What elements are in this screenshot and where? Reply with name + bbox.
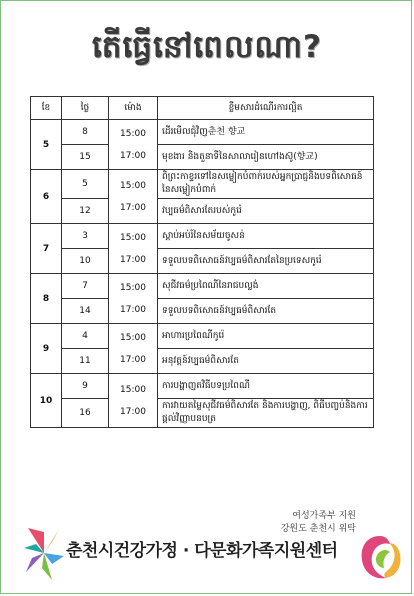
table-row: [31, 324, 374, 349]
day-cell: 12: [62, 199, 109, 224]
day-cell: 15: [62, 145, 109, 170]
month-cell: 10: [31, 374, 62, 428]
time-end: 17:00: [120, 254, 146, 265]
activity-cell: ការបង្ហាញតវិធីបទប្រពៃណី: [158, 374, 374, 399]
time-end: 17:00: [120, 150, 146, 161]
day-cell: 3: [62, 224, 109, 249]
table-row: [31, 249, 374, 274]
time-start: 15:00: [120, 282, 146, 293]
month-cell: 8: [31, 274, 62, 324]
table-row: [31, 120, 374, 145]
activity-cell: មុខងារ និងតួនាទីនៃសាលារៀនហៅងស៊ូ(향교): [158, 145, 374, 170]
table-row: [31, 170, 374, 199]
time-start: 15:00: [120, 232, 146, 243]
time-cell: [109, 324, 158, 374]
time-cell: [109, 120, 158, 170]
time-start: 15:00: [120, 180, 146, 191]
table-row: [31, 299, 374, 324]
time-cell: [109, 170, 158, 224]
header-month: ខែ: [31, 97, 62, 120]
day-cell: 7: [62, 274, 109, 299]
time-end: 17:00: [120, 354, 146, 365]
activity-cell: វប្បធម៌ពិសារតែរបស់កូរ៉េ: [158, 199, 374, 224]
day-cell: 5: [62, 170, 109, 199]
day-cell: 14: [62, 299, 109, 324]
table-row: [31, 349, 374, 374]
time-start: 15:00: [120, 128, 146, 139]
header-activity: ខ្លឹមសារដំណើរការល្អិត: [158, 97, 374, 120]
time-cell: [109, 374, 158, 428]
sponsor-line-2: 강원도 춘천시 위탁: [280, 524, 356, 534]
page-title: តើធ្វើនៅពេលណា?: [91, 29, 323, 65]
table-row: [31, 399, 374, 428]
schedule-table: [30, 96, 374, 428]
activity-cell: ទទួលបទពិសោធន៍វប្បធម៌ពិសារតែ: [158, 299, 374, 324]
table-header-row: [31, 97, 374, 120]
table-row: [31, 199, 374, 224]
activity-cell: អាហារប្រពៃណីកូរ៉េ: [158, 324, 374, 349]
day-cell: 10: [62, 249, 109, 274]
time-cell: [109, 274, 158, 324]
center-name: 춘천시건강가정 · 다문화가족지원센터: [66, 541, 338, 561]
month-cell: 9: [31, 324, 62, 374]
activity-cell: ពិព្រះកាខ្ទរទៅនៃសម្លៀកបំពាក់របស់អ្នកប្រាជ្ញនិងបទពិសោធន៍នៃសម្លៀកបំពាក់: [158, 170, 374, 199]
time-end: 17:00: [120, 304, 146, 315]
activity-cell: ការវាយតម្លៃសុជីវធម៌ពិសារតែ និងការបង្ហាញ, ពិធីបញ្ចប់និងការផ្តល់វិញ្ញាបនបត្រ: [158, 399, 374, 428]
month-cell: 5: [31, 120, 62, 170]
activity-cell: ស្តាប់អប់រំនៃសម័យចូសន់: [158, 224, 374, 249]
time-cell: [109, 224, 158, 274]
table-row: [31, 145, 374, 170]
table-row: [31, 224, 374, 249]
table-row: [31, 274, 374, 299]
activity-cell: ទទួលបទពិសោធន៍វប្បធម៌ពិសារតែនៃប្រទេសកូរ៉េ: [158, 249, 374, 274]
sponsor-line-1: 여성가족부 지원: [292, 511, 356, 521]
time-end: 17:00: [120, 406, 146, 417]
activity-cell: ដើរមើលជុំវិញ춘천 향교: [158, 120, 374, 145]
time-start: 15:00: [120, 384, 146, 395]
month-cell: 7: [31, 224, 62, 274]
day-cell: 4: [62, 324, 109, 349]
table-row: [31, 374, 374, 399]
family-center-logo-icon: [356, 530, 404, 584]
day-cell: 11: [62, 349, 109, 374]
sponsor-note: [281, 510, 356, 536]
day-cell: 9: [62, 374, 109, 399]
time-end: 17:00: [120, 202, 146, 213]
month-cell: 6: [31, 170, 62, 224]
header-time: ម៉ោង: [109, 97, 158, 120]
activity-cell: អនុវត្តន៍វប្បធម៌ពិសារតែ: [158, 349, 374, 374]
day-cell: 8: [62, 120, 109, 145]
pinwheel-logo-icon: [22, 520, 66, 586]
activity-cell: សុជីវធម៌ប្រពៃណីនៃរាជបល្លង់: [158, 274, 374, 299]
header-day: ថ្ងៃ: [62, 97, 109, 120]
time-start: 15:00: [120, 332, 146, 343]
day-cell: 16: [62, 399, 109, 428]
